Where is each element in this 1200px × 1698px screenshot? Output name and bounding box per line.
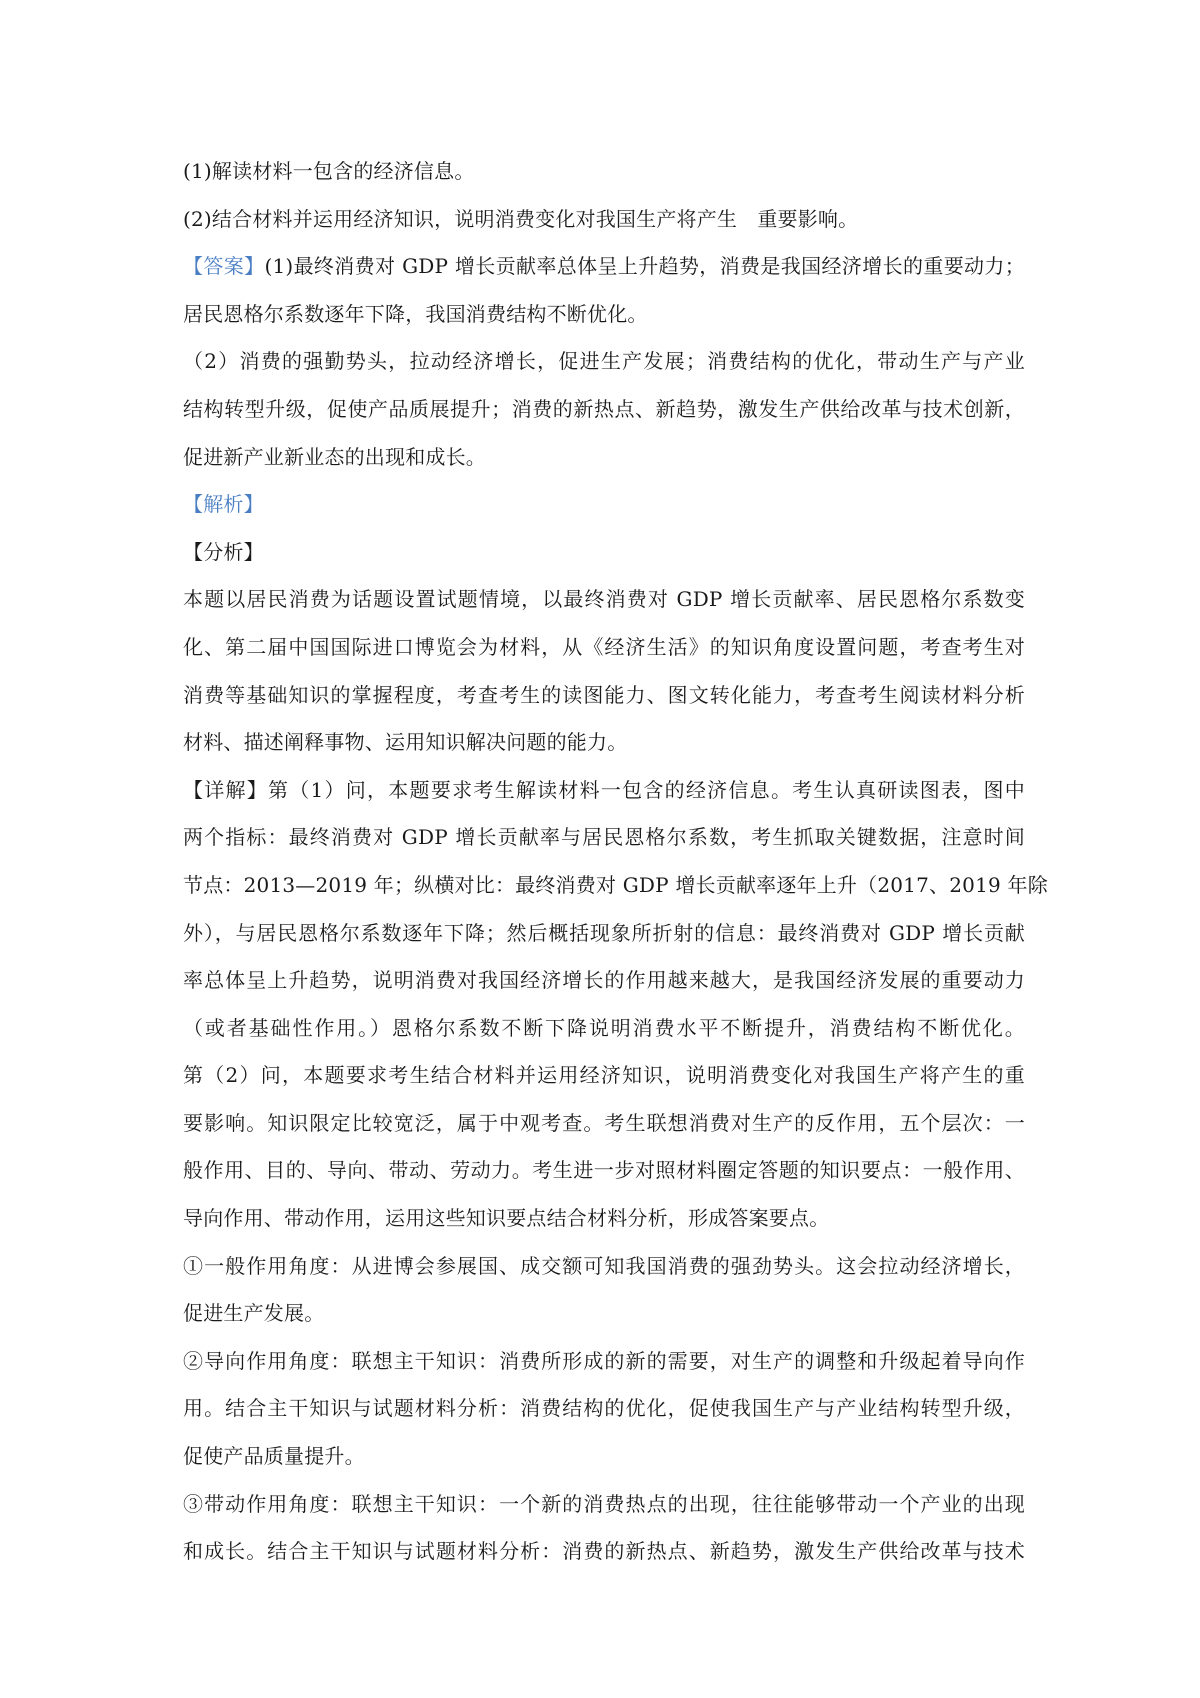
answer-line-3: （2）消费的强勤势头，拉动经济增长，促进生产发展；消费结构的优化，带动生产与产业 [183, 349, 1025, 374]
xiangjie-line: 率总体呈上升趋势，说明消费对我国经济增长的作用越来越大，是我国经济发展的重要动力 [183, 968, 1025, 993]
xiangjie-first: 第（1）问，本题要求考生解读材料一包含的经济信息。考生认真研读图表，图中 [268, 777, 1025, 802]
xiangjie-line: 促进生产发展。 [183, 1301, 325, 1326]
question-2: (2)结合材料并运用经济知识，说明消费变化对我国生产将产生 重要影响。 [183, 206, 859, 231]
xiangjie-line: 用。结合主干知识与试题材料分析：消费结构的优化，促使我国生产与产业结构转型升级， [183, 1396, 1025, 1421]
xiangjie-line: 要影响。知识限定比较宽泛，属于中观考查。考生联想消费对生产的反作用，五个层次：一 [183, 1110, 1025, 1135]
xiangjie-line: 节点：2013—2019 年；纵横对比：最终消费对 GDP 增长贡献率逐年上升（2017、2019 年除 [183, 872, 1048, 897]
jiexi-heading: 【解析】 [183, 492, 264, 517]
answer-line-5: 促进新产业新业态的出现和成长。 [183, 444, 486, 469]
answer-text-1: (1)最终消费对 GDP 增长贡献率总体呈上升趋势，消费是我国经济增长的重要动力； [264, 254, 1025, 279]
xiangjie-line: 两个指标：最终消费对 GDP 增长贡献率与居民恩格尔系数，考生抓取关键数据，注意时间 [183, 825, 1025, 850]
xiangjie-line: ②导向作用角度：联想主干知识：消费所形成的新的需要，对生产的调整和升级起着导向作 [183, 1348, 1025, 1373]
fenxi-line: 材料、描述阐释事物、运用知识解决问题的能力。 [183, 730, 628, 755]
xiangjie-line: 般作用、目的、导向、带动、劳动力。考生进一步对照材料圈定答题的知识要点：一般作用、 [183, 1158, 1025, 1183]
xiangjie-line: 促使产品质量提升。 [183, 1444, 365, 1469]
xiangjie-line-1 [183, 767, 1025, 815]
answer-tag: 【答案】 [183, 254, 265, 279]
xiangjie-tag: 【详解】 [183, 777, 269, 802]
document-page [183, 148, 1048, 1576]
xiangjie-line: ③带动作用角度：联想主干知识：一个新的消费热点的出现，往往能够带动一个产业的出现 [183, 1491, 1025, 1516]
question-1: (1)解读材料一包含的经济信息。 [183, 159, 475, 183]
fenxi-heading: 【分析】 [183, 539, 264, 564]
answer-line-1 [183, 243, 1025, 291]
xiangjie-line: （或者基础性作用。）恩格尔系数不断下降说明消费水平不断提升，消费结构不断优化。 [183, 1015, 1025, 1040]
fenxi-line: 消费等基础知识的掌握程度，考查考生的读图能力、图文转化能力，考查考生阅读材料分析 [183, 682, 1025, 707]
xiangjie-line: 第（2）问，本题要求考生结合材料并运用经济知识，说明消费变化对我国生产将产生的重 [183, 1063, 1025, 1088]
fenxi-line: 本题以居民消费为话题设置试题情境，以最终消费对 GDP 增长贡献率、居民恩格尔系数变 [183, 587, 1025, 612]
fenxi-line: 化、第二届中国国际进口博览会为材料，从《经济生活》的知识角度设置问题，考查考生对 [183, 634, 1025, 659]
xiangjie-line: 外），与居民恩格尔系数逐年下降；然后概括现象所折射的信息：最终消费对 GDP 增长贡献 [183, 920, 1025, 945]
xiangjie-line: 导向作用、带动作用，运用这些知识要点结合材料分析，形成答案要点。 [183, 1206, 830, 1231]
xiangjie-line: 和成长。结合主干知识与试题材料分析：消费的新热点、新趋势，激发生产供给改革与技术 [183, 1539, 1025, 1564]
xiangjie-line: ①一般作用角度：从进博会参展国、成交额可知我国消费的强劲势头。这会拉动经济增长， [183, 1253, 1025, 1278]
answer-line-4: 结构转型升级，促使产品质展提升；消费的新热点、新趋势，激发生产供给改革与技术创新， [183, 396, 1025, 421]
answer-line-2: 居民恩格尔系数逐年下降，我国消费结构不断优化。 [183, 301, 648, 326]
